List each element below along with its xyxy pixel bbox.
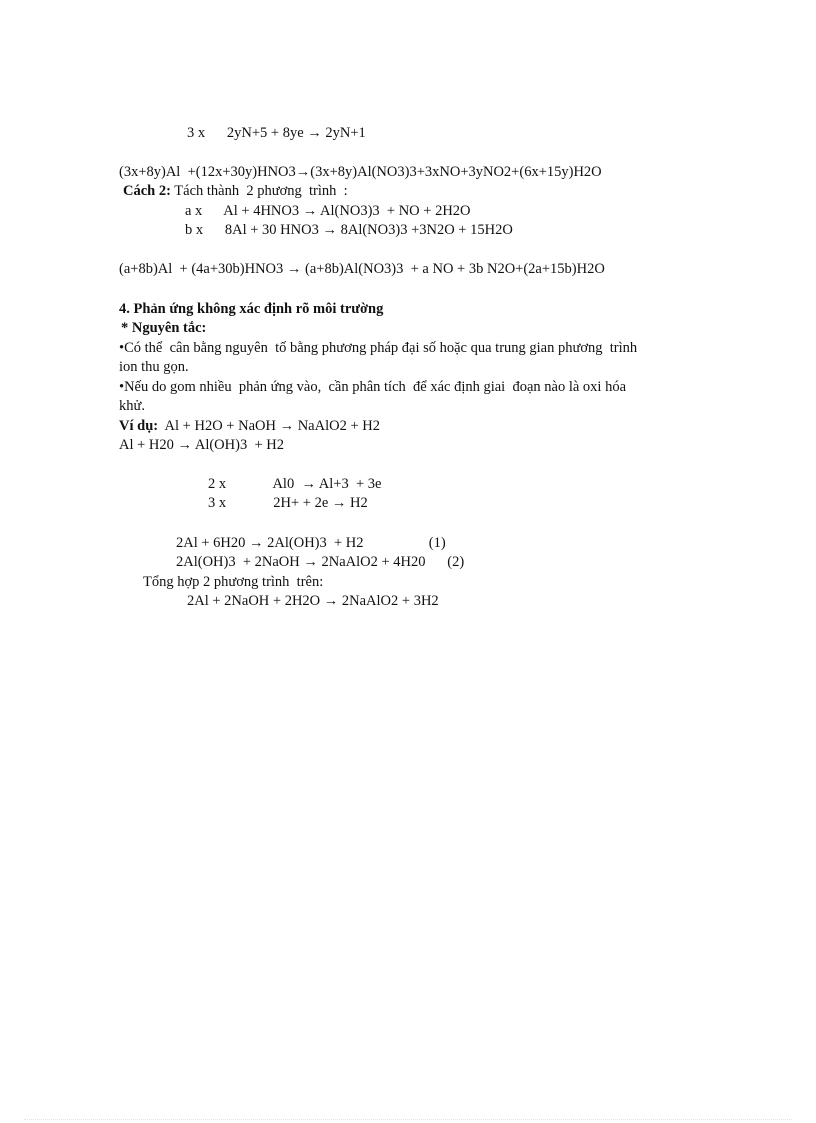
example-equation: Al + H2O + NaOH → NaAlO2 + H2 <box>158 418 380 434</box>
principle-bullet-1: •Có thể cân bằng nguyên tố bằng phương pháp đại số hoặc qua trung gian phương trình <box>119 340 638 356</box>
page-bottom-divider <box>24 1119 792 1120</box>
example-line <box>119 417 380 437</box>
equation-a: a x Al + 4HNO3 → Al(NO3)3 + NO + 2H2O <box>185 203 471 219</box>
example-label: Ví dụ: <box>119 418 159 434</box>
principle-heading: * Nguyên tắc: <box>121 320 207 336</box>
example-equation-2: Al + H20 → Al(OH)3 + H2 <box>119 437 284 453</box>
equation-b: b x 8Al + 30 HNO3 → 8Al(NO3)3 +3N2O + 15H2O <box>185 222 513 238</box>
step-equation-1: 2Al + 6H20 → 2Al(OH)3 + H2 (1) <box>176 535 446 551</box>
method-2-line <box>123 182 348 202</box>
half-reaction-h: 3 x 2H+ + 2e → H2 <box>208 495 368 511</box>
summary-label: Tổng hợp 2 phương trình trên: <box>143 574 324 590</box>
method-2-label: Cách 2: <box>123 183 171 199</box>
overall-equation-method-1: (3x+8y)Al +(12x+30y)HNO3→(3x+8y)Al(NO3)3+3xNO+3yNO2+(6x+15y)H2O <box>119 164 602 180</box>
principle-bullet-1-cont: ion thu gọn. <box>119 359 189 375</box>
principle-bullet-2-cont: khử. <box>119 398 145 414</box>
section-heading: 4. Phản ứng không xác định rõ môi trường <box>119 301 384 317</box>
final-equation: 2Al + 2NaOH + 2H2O → 2NaAlO2 + 3H2 <box>187 593 439 609</box>
principle-bullet-2: •Nếu do gom nhiều phản ứng vào, cần phân tích để xác định giai đoạn nào là oxi hóa <box>119 379 627 395</box>
half-reaction-nitrogen: 3 x 2yN+5 + 8ye → 2yN+1 <box>187 125 366 141</box>
step-equation-2: 2Al(OH)3 + 2NaOH → 2NaAlO2 + 4H20 (2) <box>176 554 465 570</box>
half-reaction-al: 2 x Al0 → Al+3 + 3e <box>208 476 382 492</box>
overall-equation-method-2: (a+8b)Al + (4a+30b)HNO3 → (a+8b)Al(NO3)3 + a NO + 3b N2O+(2a+15b)H2O <box>119 261 605 277</box>
method-2-text: Tách thành 2 phương trình : <box>170 183 348 199</box>
